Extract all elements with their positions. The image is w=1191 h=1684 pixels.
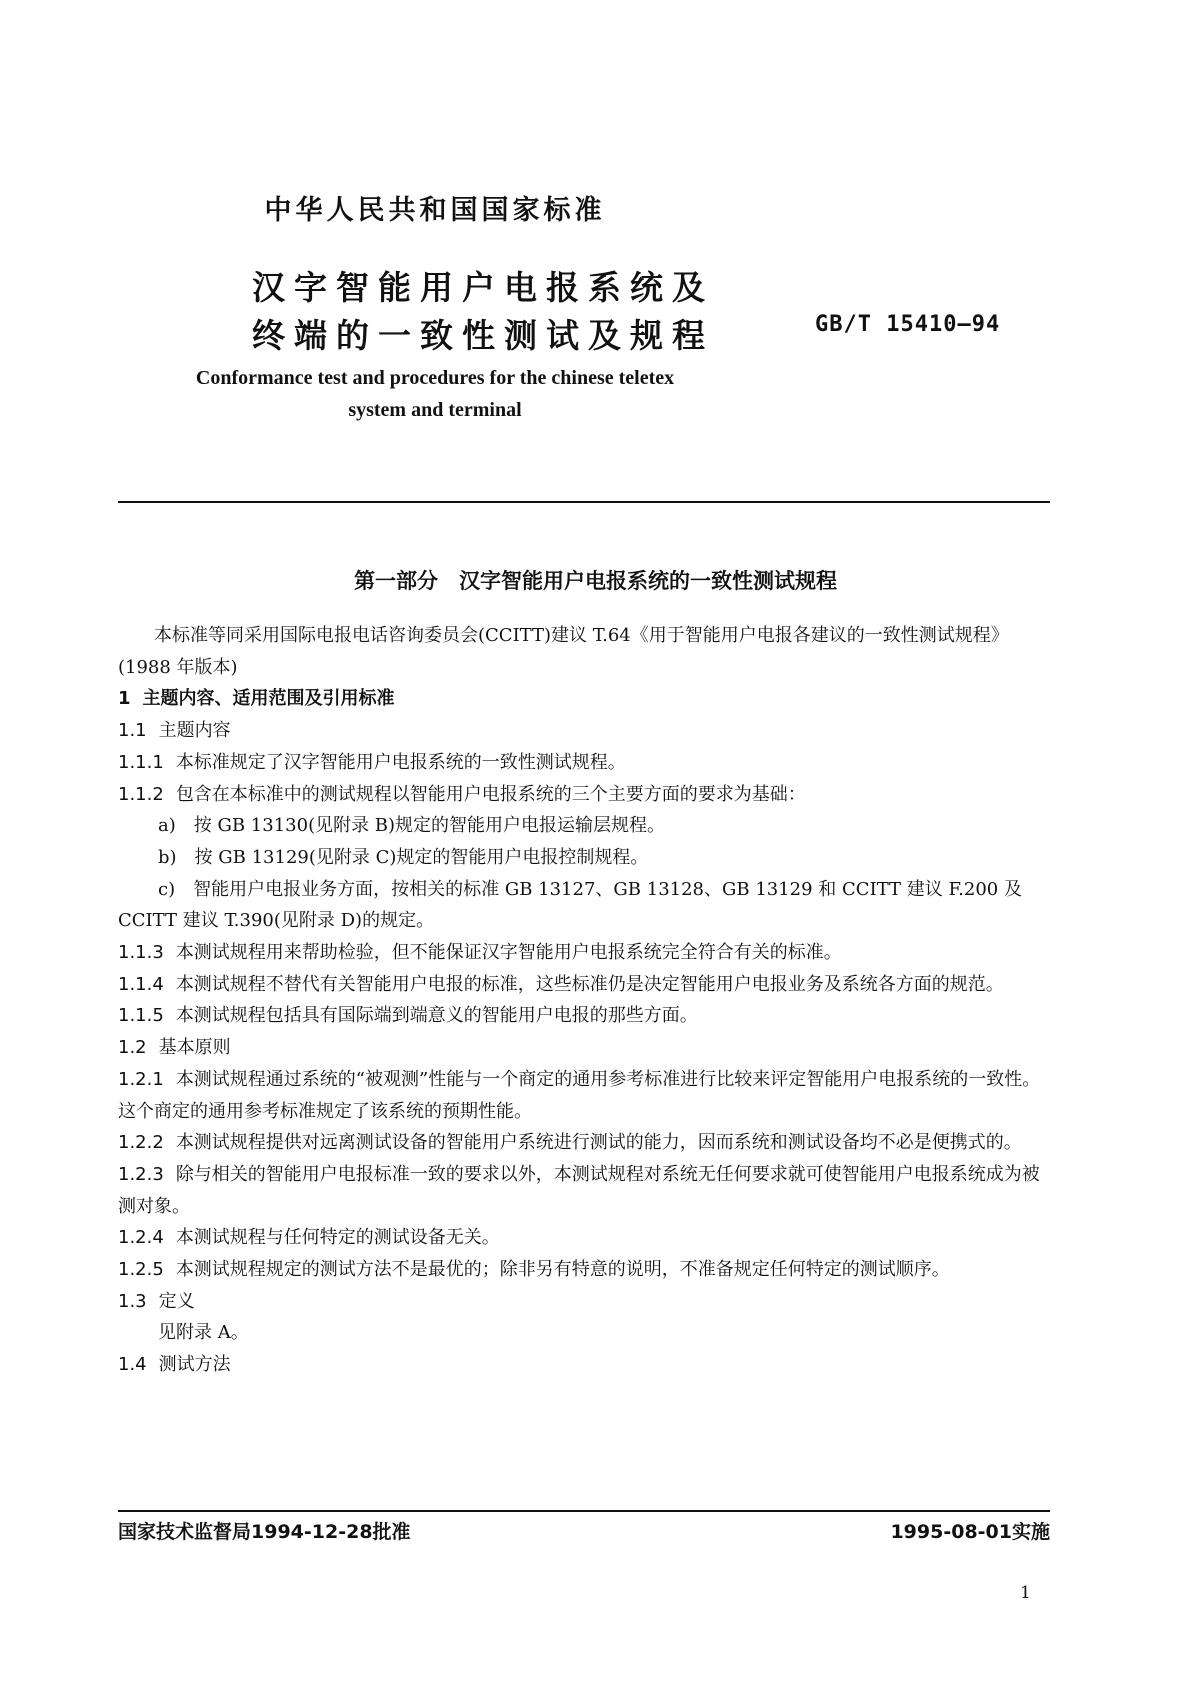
document-body (118, 620, 1053, 1381)
standard-title-line-1: 汉字智能用户电报系统及 (252, 268, 714, 307)
section-1-heading: 1 主题内容、适用范围及引用标准 (118, 688, 395, 710)
clause-1-1-3: 1.1.3 本测试规程用来帮助检验，但不能保证汉字智能用户电报系统完全符合有关的标准。 (118, 942, 842, 964)
english-title-line-2: system and terminal (348, 399, 522, 421)
page-number: 1 (1020, 1583, 1031, 1603)
section-1-1-heading: 1.1 主题内容 (118, 720, 231, 742)
clause-1-2-3: 1.2.3 除与相关的智能用户电报标准一致的要求以外，本测试规程对系统无任何要求就可使智能用户电报系统成为被测对象。 (118, 1163, 1040, 1217)
clause-1-2-1: 1.2.1 本测试规程通过系统的“被观测”性能与一个商定的通用参考标准进行比较来评定智能用户电报系统的一致性。这个商定的通用参考标准规定了该系统的预期性能。 (118, 1068, 1041, 1122)
section-1-3-heading: 1.3 定义 (118, 1290, 195, 1312)
clause-1-1-4: 1.1.4 本测试规程不替代有关智能用户电报的标准，这些标准仍是决定智能用户电报业务及系统各方面的规范。 (118, 973, 1004, 995)
bottom-divider (118, 1510, 1050, 1512)
section-1-2-heading: 1.2 基本原则 (118, 1037, 231, 1059)
intro-paragraph: 本标准等同采用国际电报电话咨询委员会(CCITT)建议 T.64《用于智能用户电报各建议的一致性测试规程》(1988 年版本) (118, 625, 1009, 678)
clause-1-2-4: 1.2.4 本测试规程与任何特定的测试设备无关。 (118, 1227, 500, 1249)
standard-code: GB/T 15410—94 (815, 312, 1001, 337)
part-title: 第一部分 汉字智能用户电报系统的一致性测试规程 (354, 569, 837, 593)
effective-date: 1995-08-01实施 (890, 1521, 1050, 1543)
clause-1-2-5: 1.2.5 本测试规程规定的测试方法不是最优的；除非另有特意的说明，不准备规定任何特定的测试顺序。 (118, 1259, 950, 1281)
clause-1-1-1: 1.1.1 本标准规定了汉字智能用户电报系统的一致性测试规程。 (118, 751, 626, 773)
section-1-4-heading: 1.4 测试方法 (118, 1354, 231, 1376)
clause-1-1-2-a: a) 按 GB 13130(见附录 B)规定的智能用户电报运输层规程。 (158, 815, 666, 837)
clause-1-1-2-b: b) 按 GB 13129(见附录 C)规定的智能用户电报控制规程。 (158, 846, 649, 868)
clause-1-2-2: 1.2.2 本测试规程提供对远离测试设备的智能用户系统进行测试的能力，因而系统和测试设备均不必是便携式的。 (118, 1132, 1022, 1154)
english-title-line-1: Conformance test and procedures for the chinese teletex (195, 367, 675, 389)
clause-1-1-5: 1.1.5 本测试规程包括具有国际端到端意义的智能用户电报的那些方面。 (118, 1005, 698, 1027)
clause-1-1-2: 1.1.2 包含在本标准中的测试规程以智能用户电报系统的三个主要方面的要求为基础： (118, 783, 806, 805)
top-divider (118, 501, 1050, 503)
standard-title-line-2: 终端的一致性测试及规程 (252, 316, 714, 355)
section-1-3-text: 见附录 A。 (158, 1322, 249, 1344)
approval-line: 国家技术监督局1994-12-28批准 (118, 1521, 411, 1543)
national-standard-heading: 中华人民共和国国家标准 (264, 195, 606, 226)
clause-1-1-2-c: c) 智能用户电报业务方面，按相关的标准 GB 13127、GB 13128、GB 13129 和 CCITT 建议 F.200 及 CCITT 建议 T.390(见附录 D)的规定。 (118, 878, 1022, 932)
